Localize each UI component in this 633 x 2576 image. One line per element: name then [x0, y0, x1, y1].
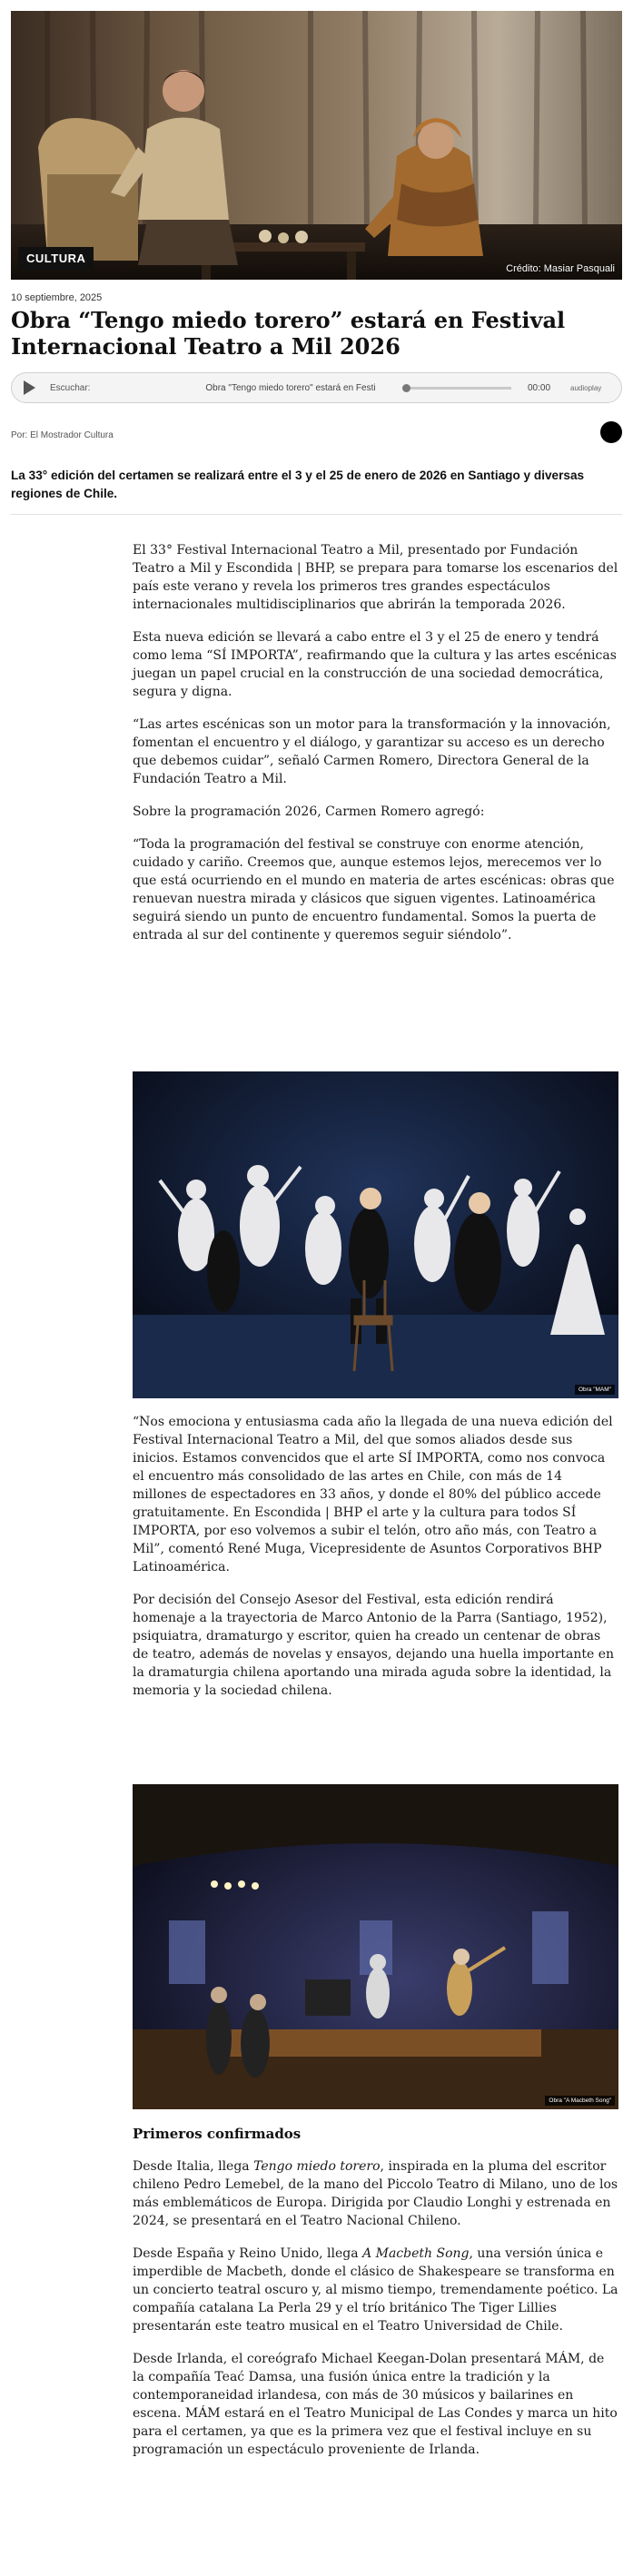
work-title: A Macbeth Song: [362, 2246, 470, 2261]
paragraph: [133, 2157, 618, 2230]
playback-time: 00:00: [528, 382, 551, 393]
hero-photo: [11, 11, 622, 280]
photo-caption: Obra "A Macbeth Song": [545, 2096, 615, 2106]
photo-mam: [133, 1071, 618, 1398]
text-run: Desde Italia, llega: [133, 2159, 254, 2174]
category-tag[interactable]: CULTURA: [18, 247, 94, 270]
article-body-section-2: [133, 1413, 618, 1714]
article-body-section-1: [133, 541, 618, 959]
paragraph: Sobre la programación 2026, Carmen Romero agregó:: [133, 804, 485, 819]
paragraph: “Nos emociona y entusiasma cada año la llegada de una nueva edición del Festival Internacional Teatro a Mil, del que somos aliados desde sus inicios. Estamos convencidos que el arte SÍ IMPORTA, como nos convoca el encuentro más consolidado de las artes en Chile, con más de 14 millones de espectadores en 33 años, y donde el 80% del público accede gratuitamente. En Escondida | BHP el arte y la cultura para todos SÍ IMPORTA, por eso volvemos a subir el telón, otro año más, con Teatro a Mil”, comentó René Muga, Vicepresidente de Asuntos Corporativos BHP Latinoamérica.: [133, 1415, 613, 1574]
byline[interactable]: Por: El Mostrador Cultura: [11, 430, 114, 440]
article-lede: La 33° edición del certamen se realizará entre el 3 y el 25 de enero de 2026 en Santiago y diversas regiones de Chile.: [11, 469, 585, 500]
paragraph: Por decisión del Consejo Asesor del Festival, esta edición rendirá homenaje a la trayectoria de Marco Antonio de la Parra (Santiago, 1952), psiquiatra, dramaturgo y escritor, quien ha creado un centenar de obras de teatro, además de novelas y ensayos, dejando una huella importante en la dramaturgia chilena aportando una mirada aguda sobre la identidad, la memoria y la sociedad chilena.: [133, 1593, 615, 1698]
mam-photo: [133, 1071, 618, 1398]
paragraph: El 33° Festival Internacional Teatro a Mil, presentado por Fundación Teatro a Mil y Escondida | BHP, se prepara para tomarse los escenarios del país este verano y revela los primeros tres grandes espectáculos internacionales multidisciplinarios que abrirán la temporada 2026.: [133, 543, 618, 612]
macbeth-photo: [133, 1784, 618, 2109]
hero-image: [11, 11, 622, 280]
photo-macbeth-song: [133, 1784, 618, 2109]
paragraph: Esta nueva edición se llevará a cabo entre el 3 y el 25 de enero y tendrá como lema “SÍ IMPORTA”, reafirmando que la cultura y las artes escénicas juegan un papel crucial en la construcción de una sociedad democrática, segura y digna.: [133, 630, 617, 699]
text-run: Desde España y Reino Unido, llega: [133, 2246, 363, 2261]
publish-date: 10 septiembre, 2025: [11, 292, 103, 303]
play-icon: [24, 380, 35, 395]
photo-caption: Obra "MAM": [575, 1385, 615, 1395]
play-button[interactable]: [21, 380, 37, 396]
paragraph: “Toda la programación del festival se construye con enorme atención, cuidado y cariño. Creemos que, aunque estemos lejos, merecemos ver lo que está ocurriendo en el mundo en materia de artes escénicas: obras que renuevan nuestra mirada y clásicos que siguen vigentes. Latinoamérica seguirá siendo un punto de encuentro fundamental. Somos la puerta de entrada al sur del continente y queremos seguir siéndolo”.: [133, 837, 615, 943]
seek-bar[interactable]: [402, 387, 511, 390]
listen-label: Escuchar:: [50, 382, 91, 393]
audio-player: [11, 372, 622, 403]
player-brand[interactable]: audioplay: [570, 383, 602, 392]
section-subheading: Primeros confirmados: [133, 2126, 302, 2142]
divider: [11, 514, 622, 515]
track-title: Obra "Tengo miedo torero" estará en Festi: [205, 382, 376, 393]
seek-knob[interactable]: [402, 384, 410, 392]
photo-credit: Crédito: Masiar Pasquali: [506, 263, 615, 274]
text-run: , inspirada en la pluma del escritor chileno Pedro Lemebel, de la mano del Piccolo Teatro di Milano, uno de los más emblemáticos de Europa. Dirigida por Claudio Longhi y estrenada en 2024, se presentará en el Teatro Nacional Chileno.: [133, 2159, 618, 2228]
paragraph: Desde Irlanda, el coreógrafo Michael Keegan-Dolan presentará MÁM, de la compañía Teać Damsa, una fusión única entre la tradición y la contemporaneidad irlandesa, con más de 30 músicos y bailarines en escena. MÁM estará en el Teatro Municipal de Las Condes y marca un hito para el certamen, ya que es la primera vez que el festival incluye en su programación un espectáculo proveniente de Irlanda.: [133, 2352, 618, 2457]
work-title: Tengo miedo torero: [253, 2159, 381, 2174]
paragraph: [133, 2245, 618, 2335]
article-body-section-3: [133, 2125, 618, 2473]
author-avatar[interactable]: [600, 421, 622, 443]
text-run: , una versión única e imperdible de Macbeth, donde el clásico de Shakespeare se transforma en un concierto teatral oscuro y, al mismo tiempo, tremendamente poético. La compañía catalana La Perla 29 y el trío británico The Tiger Lillies presentarán este teatro musical en el Teatro Universidad de Chile.: [133, 2246, 618, 2334]
article-title: Obra “Tengo miedo torero” estará en Festival Internacional Teatro a Mil 2026: [11, 307, 566, 360]
paragraph: “Las artes escénicas son un motor para la transformación y la innovación, fomentan el encuentro y el diálogo, y garantizar su acceso es un derecho que debemos cuidar”, señaló Carmen Romero, Directora General de la Fundación Teatro a Mil.: [133, 717, 611, 786]
